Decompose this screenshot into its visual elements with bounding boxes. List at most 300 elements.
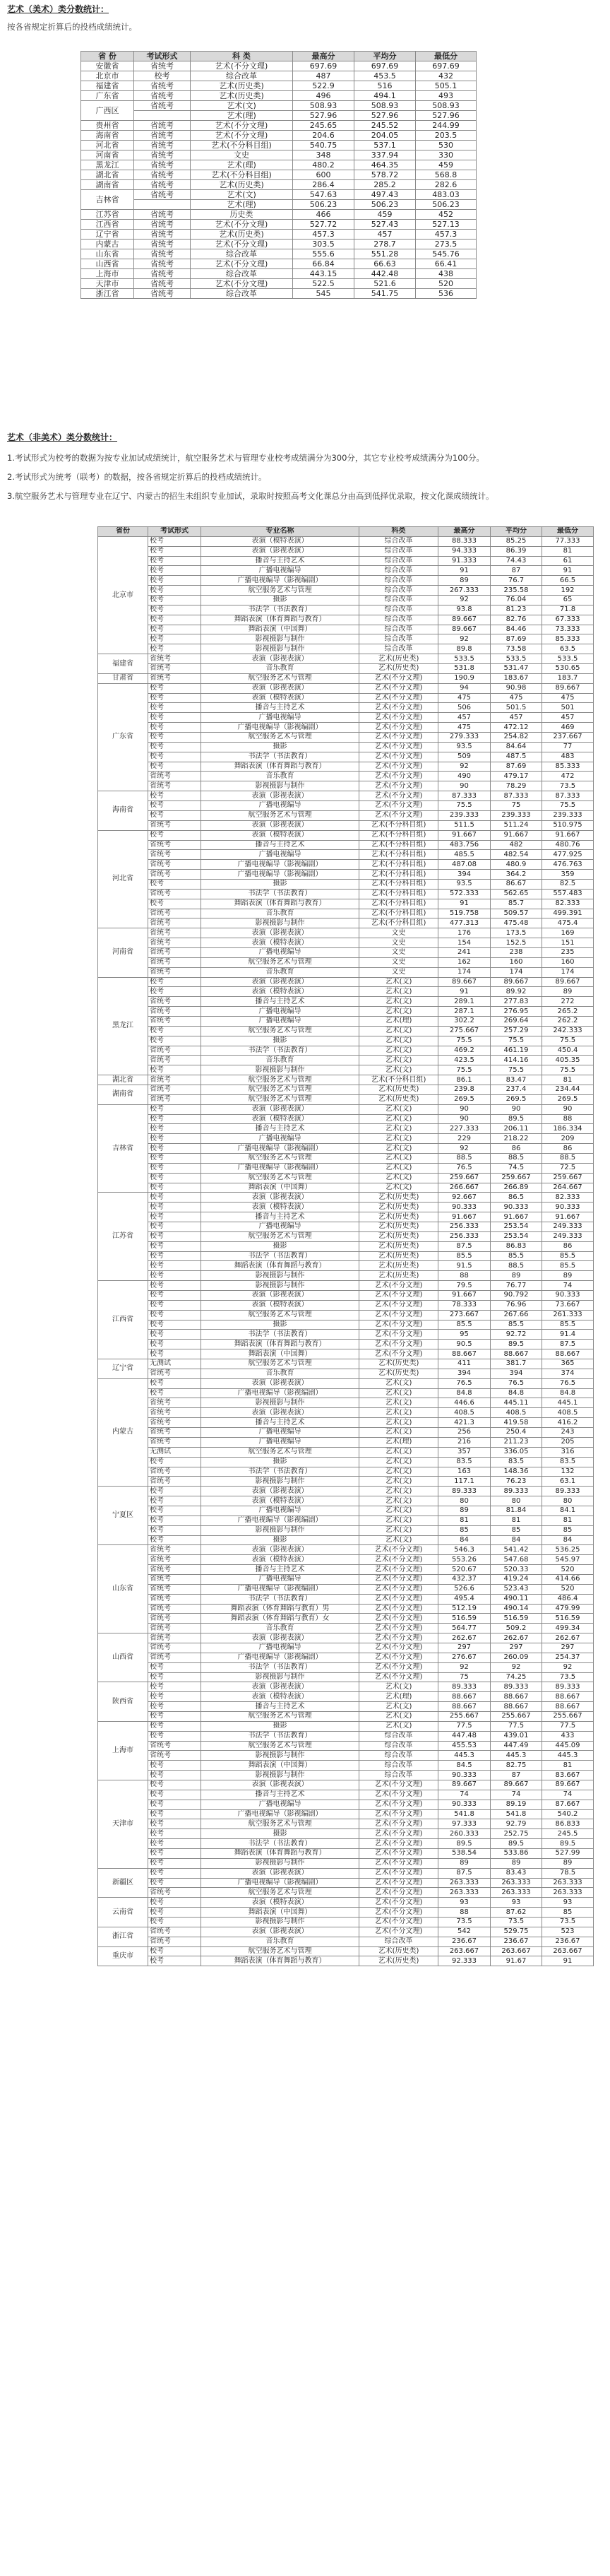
table-cell: 459: [354, 210, 416, 220]
table-cell: 艺术(不分文理): [359, 1898, 438, 1908]
province-cell: 辽宁省: [98, 1359, 148, 1379]
table-cell: 综合改革: [359, 586, 438, 596]
table-cell: 艺术(不分文理): [359, 713, 438, 723]
table-row: [98, 1672, 594, 1682]
table-cell: 82.333: [542, 1193, 594, 1203]
table-cell: 摄影: [201, 879, 359, 889]
table-cell: 航空服务艺术与管理: [201, 1819, 359, 1829]
table-cell: 广播电视编导（影视编剧）: [201, 1584, 359, 1594]
table-cell: 播音与主持艺术: [201, 1790, 359, 1800]
table-row: [81, 269, 477, 279]
table-row: [81, 91, 477, 101]
table-cell: 85: [542, 1908, 594, 1918]
province-cell: 浙江省: [81, 289, 134, 299]
col-header: 科类: [359, 527, 438, 537]
table-cell: 88.333: [438, 536, 491, 546]
table-cell: 97.333: [438, 1819, 491, 1829]
table-cell: 影视摄影与制作: [201, 1398, 359, 1408]
province-cell: 黑龙江: [98, 977, 148, 1075]
table-cell: 航空服务艺术与管理: [201, 1231, 359, 1241]
table-cell: 书法学（书法教育）: [201, 752, 359, 762]
table-cell: 394: [438, 1369, 491, 1378]
table-cell: 广播电视编导: [201, 1134, 359, 1144]
table-cell: 408.5: [542, 1408, 594, 1418]
table-cell: 省统考: [148, 1643, 201, 1653]
table-cell: 66.84: [293, 259, 354, 269]
table-cell: 校考: [148, 1310, 201, 1320]
table-cell: 艺术(不分文理): [359, 1672, 438, 1682]
table-cell: 艺术(不分文理): [359, 1281, 438, 1291]
table-cell: 91.667: [438, 1212, 491, 1222]
table-cell: 校考: [148, 1104, 201, 1114]
table-cell: 176: [438, 928, 491, 938]
table-row: [81, 289, 477, 299]
table-row: [98, 1809, 594, 1819]
table-cell: 艺术(文): [359, 1682, 438, 1692]
table-cell: 267.333: [438, 586, 491, 596]
table-cell: 省统考: [148, 1369, 201, 1378]
table-cell: 501.5: [491, 703, 542, 713]
table-cell: 83.47: [491, 1075, 542, 1085]
table-cell: 校考: [148, 615, 201, 625]
table-cell: 校考: [148, 683, 201, 693]
table-cell: 艺术(历史类): [191, 180, 293, 190]
table-cell: 省统考: [148, 1418, 201, 1428]
table-cell: 263.333: [438, 1888, 491, 1898]
table-cell: 73.5: [491, 1918, 542, 1927]
table-row: [98, 1046, 594, 1056]
table-cell: 523: [542, 1927, 594, 1937]
table-cell: 545: [293, 289, 354, 299]
table-cell: 257.29: [491, 1026, 542, 1036]
table-cell: 艺术(不分文理): [359, 772, 438, 781]
table-row: [98, 977, 594, 987]
table-cell: 336.05: [491, 1447, 542, 1457]
table-cell: 书法学（书法教育）: [201, 1046, 359, 1056]
table-cell: 艺术(不分文理): [359, 1584, 438, 1594]
table-cell: 书法学（书法教育）: [201, 889, 359, 899]
table-cell: 广播电视编导（影视编剧）: [201, 1878, 359, 1888]
table-cell: 艺术(历史类): [359, 1261, 438, 1271]
province-cell: 江西省: [98, 1281, 148, 1359]
table-cell: 90: [542, 1104, 594, 1114]
table-row: [98, 1790, 594, 1800]
province-cell: 甘肃省: [98, 673, 148, 683]
table-cell: 航空服务艺术与管理: [201, 1094, 359, 1104]
table-cell: 475: [542, 693, 594, 703]
table-cell: 93.5: [438, 742, 491, 752]
table-cell: 259.667: [542, 1173, 594, 1183]
table-row: [98, 752, 594, 762]
table-row: [98, 1918, 594, 1927]
table-cell: 艺术(文): [359, 1525, 438, 1535]
table-cell: 广播电视编导（影视编剧）: [201, 1809, 359, 1819]
table-cell: 381.7: [491, 1359, 542, 1369]
table-cell: 160: [542, 957, 594, 967]
table-cell: 文史: [359, 967, 438, 977]
table-cell: 综合改革: [191, 269, 293, 279]
table-cell: 76.7: [491, 576, 542, 586]
table-row: [81, 101, 477, 111]
table-cell: 艺术(理): [359, 1437, 438, 1447]
table-cell: 摄影: [201, 742, 359, 752]
table-cell: 艺术(文): [359, 1163, 438, 1173]
table-cell: 艺术(不分科目组): [359, 909, 438, 918]
table-cell: 452: [416, 210, 477, 220]
table-cell: 90.333: [438, 1800, 491, 1809]
table-row: [98, 1026, 594, 1036]
table-cell: 表演（影视表演）: [201, 1193, 359, 1203]
province-cell: 山东省: [98, 1545, 148, 1633]
table-cell: 63.1: [542, 1477, 594, 1487]
table-cell: 88.667: [438, 1349, 491, 1359]
table-cell: 93: [542, 1898, 594, 1908]
table-row: [98, 870, 594, 880]
table-cell: 艺术(文): [359, 1134, 438, 1144]
province-cell: 北京市: [81, 71, 134, 81]
table-cell: 表演（模特表演）: [201, 1300, 359, 1310]
table-cell: 校考: [148, 1163, 201, 1173]
table-row: [81, 71, 477, 81]
table-cell: 88.5: [491, 1261, 542, 1271]
table-cell: 253.54: [491, 1222, 542, 1232]
table-cell: 广播电视编导（影视编剧）: [201, 576, 359, 586]
table-row: [98, 1271, 594, 1281]
table-cell: 校考: [148, 1839, 201, 1849]
table-cell: 艺术(文): [359, 1183, 438, 1193]
table-cell: 省统考: [134, 279, 191, 289]
table-row: [98, 586, 594, 596]
table-cell: 校考: [148, 693, 201, 703]
table-cell: 音乐教育: [201, 1369, 359, 1378]
table-cell: 航空服务艺术与管理: [201, 1085, 359, 1094]
table-cell: 90: [438, 1114, 491, 1124]
table-cell: 163: [438, 1467, 491, 1477]
table-cell: 省统考: [148, 1751, 201, 1761]
table-cell: 影视摄影与制作: [201, 1672, 359, 1682]
table-cell: 266.667: [438, 1183, 491, 1193]
table-cell: 87.667: [542, 1800, 594, 1809]
table-row: [98, 1721, 594, 1731]
table-cell: 广播电视编导（影视编剧）: [201, 1388, 359, 1398]
section2-title: 艺术（非美术）类分数统计：: [7, 432, 118, 442]
table-cell: 艺术(不分科目组): [359, 840, 438, 850]
table-cell: 艺术(文): [359, 997, 438, 1007]
table-cell: 85.5: [491, 1320, 542, 1330]
table-row: [98, 1291, 594, 1301]
table-cell: 省统考: [148, 1614, 201, 1624]
table-cell: 453.5: [354, 71, 416, 81]
table-cell: 89: [542, 1271, 594, 1281]
table-cell: 艺术(文): [359, 1114, 438, 1124]
table-cell: 541.42: [491, 1545, 542, 1555]
table-cell: 174: [491, 967, 542, 977]
table-cell: 省统考: [148, 850, 201, 860]
table-cell: 综合改革: [359, 536, 438, 546]
table-cell: 艺术(不分文理): [359, 1829, 438, 1839]
table-cell: 89.667: [491, 977, 542, 987]
table-cell: 舞蹈表演（中国舞）: [201, 1349, 359, 1359]
table-cell: 77.5: [491, 1721, 542, 1731]
table-cell: 89.667: [438, 977, 491, 987]
table-cell: 192: [542, 586, 594, 596]
table-cell: 综合改革: [359, 556, 438, 566]
table-cell: 省统考: [148, 1604, 201, 1614]
table-cell: 269.64: [491, 1016, 542, 1026]
table-cell: 省统考: [148, 1046, 201, 1056]
table-cell: 综合改革: [359, 605, 438, 615]
table-cell: 艺术(文): [359, 1154, 438, 1164]
table-cell: 61: [542, 556, 594, 566]
table-cell: 省统考: [134, 91, 191, 101]
table-cell: 87.333: [438, 791, 491, 801]
table-cell: 艺术(不分文理): [359, 791, 438, 801]
table-cell: 85.5: [438, 1251, 491, 1261]
table-cell: 广播电视编导: [201, 1437, 359, 1447]
table-row: [81, 190, 477, 200]
table-cell: 省统考: [134, 240, 191, 249]
table-cell: 76.96: [491, 1300, 542, 1310]
table-row: [98, 1075, 594, 1085]
table-cell: 244.99: [416, 121, 477, 131]
table-cell: 236.67: [438, 1937, 491, 1946]
col-header: 最低分: [542, 527, 594, 537]
table-cell: 艺术(文): [359, 1487, 438, 1496]
table-cell: 校考: [148, 1349, 201, 1359]
table-cell: 238: [491, 947, 542, 957]
table-cell: 摄影: [201, 1320, 359, 1330]
table-cell: 艺术(历史类): [359, 1946, 438, 1956]
table-cell: 省统考: [134, 121, 191, 131]
table-cell: 90.333: [491, 1203, 542, 1212]
table-cell: 85: [542, 1525, 594, 1535]
table-cell: 艺术(文): [359, 1173, 438, 1183]
table-cell: 92.72: [491, 1330, 542, 1340]
table-cell: 508.93: [354, 101, 416, 111]
table-cell: 85.5: [542, 1320, 594, 1330]
table-cell: 511.5: [438, 820, 491, 830]
table-cell: 校考: [148, 801, 201, 811]
table-row: [98, 1545, 594, 1555]
table-cell: 省统考: [134, 170, 191, 180]
province-cell: 重庆市: [98, 1946, 148, 1966]
table-cell: 87.333: [542, 791, 594, 801]
table-cell: 省统考: [148, 820, 201, 830]
table-cell: 74.43: [491, 556, 542, 566]
table-cell: 260.333: [438, 1829, 491, 1839]
table-cell: 421.3: [438, 1418, 491, 1428]
table-cell: 204.6: [293, 131, 354, 141]
col-header: 考试形式: [134, 52, 191, 61]
table-cell: 235: [542, 947, 594, 957]
table-cell: 艺术(文): [359, 1104, 438, 1114]
table-cell: 80: [491, 1496, 542, 1506]
table-cell: 广播电视编导（影视编剧）: [201, 1653, 359, 1662]
table-cell: 舞蹈表演（体育舞蹈与教育）: [201, 1956, 359, 1966]
table-cell: 445.3: [542, 1751, 594, 1761]
table-cell: 艺术(文): [359, 1506, 438, 1516]
table-row: [98, 1516, 594, 1525]
table-cell: 艺术(不分文理): [359, 693, 438, 703]
table-cell: 广播电视编导: [201, 850, 359, 860]
table-cell: 239.8: [438, 1085, 491, 1094]
table-cell: 校考: [148, 1908, 201, 1918]
table-cell: 校考: [148, 1692, 201, 1702]
table-cell: 88.667: [542, 1349, 594, 1359]
table-row: [98, 1878, 594, 1888]
table-cell: 表演（影视表演）: [201, 1682, 359, 1692]
table-cell: 91.5: [438, 1261, 491, 1271]
table-cell: 533.5: [491, 654, 542, 664]
province-cell: 江苏省: [98, 1193, 148, 1281]
table-cell: 359: [542, 870, 594, 880]
table-cell: 省统考: [134, 160, 191, 170]
table-cell: 477.925: [542, 850, 594, 860]
table-row: [81, 61, 477, 71]
table-cell: 477.313: [438, 918, 491, 928]
table-cell: 81: [542, 1516, 594, 1525]
table-cell: 522.9: [293, 81, 354, 91]
table-cell: 校考: [148, 576, 201, 586]
table-cell: 483.03: [416, 190, 477, 200]
table-cell: 播音与主持艺术: [201, 1565, 359, 1575]
table-row: [98, 1496, 594, 1506]
table-cell: 87.62: [491, 1908, 542, 1918]
table-cell: 综合改革: [359, 1937, 438, 1946]
province-cell: 河北省: [98, 830, 148, 928]
table-row: [98, 625, 594, 634]
table-cell: 校考: [148, 1702, 201, 1712]
table-cell: 校考: [148, 752, 201, 762]
table-cell: 省统考: [134, 230, 191, 240]
table-cell: 广播电视编导: [201, 1428, 359, 1438]
table-row: [98, 918, 594, 928]
table-cell: 263.333: [491, 1878, 542, 1888]
table-cell: 245.65: [293, 121, 354, 131]
table-cell: 表演（模特表演）: [201, 693, 359, 703]
table-cell: 表演（影视表演）: [201, 1408, 359, 1418]
table-cell: 艺术(历史类): [359, 1369, 438, 1378]
table-cell: 93: [438, 1898, 491, 1908]
province-cell: 内蒙古: [81, 240, 134, 249]
table-cell: 263.333: [491, 1888, 542, 1898]
table-row: [98, 1780, 594, 1790]
table-cell: 校考: [134, 71, 191, 81]
table-cell: 263.667: [542, 1946, 594, 1956]
table-cell: 245.52: [354, 121, 416, 131]
table-cell: 86: [491, 1144, 542, 1154]
table-cell: 艺术(不分科目组): [359, 1075, 438, 1085]
table-cell: 艺术(不分文理): [359, 1340, 438, 1349]
table-row: [81, 259, 477, 269]
table-cell: 影视摄影与制作: [201, 918, 359, 928]
table-cell: 校考: [148, 1378, 201, 1388]
table-cell: 84.8: [491, 1388, 542, 1398]
table-cell: 76.77: [491, 1281, 542, 1291]
table-cell: 263.333: [542, 1878, 594, 1888]
table-cell: 省统考: [148, 1094, 201, 1104]
province-cell: 福建省: [98, 654, 148, 674]
table-cell: 校考: [148, 1946, 201, 1956]
table-cell: 表演（模特表演）: [201, 830, 359, 840]
table-cell: 艺术(不分科目组): [191, 170, 293, 180]
table-row: [98, 1212, 594, 1222]
table-cell: 艺术(不分文理): [359, 1780, 438, 1790]
table-cell: 265.2: [542, 1007, 594, 1017]
table-row: [98, 1711, 594, 1721]
table-cell: 校考: [148, 1193, 201, 1203]
table-cell: 501: [542, 703, 594, 713]
table-cell: 89.333: [542, 1487, 594, 1496]
table-row: [98, 1261, 594, 1271]
table-cell: 广播电视编导（影视编剧）: [201, 1516, 359, 1525]
table-row: [98, 1094, 594, 1104]
table-cell: 74.5: [491, 1163, 542, 1173]
table-cell: 93.8: [438, 605, 491, 615]
table-cell: 艺术(不分文理): [359, 762, 438, 772]
table-row: [98, 615, 594, 625]
table-cell: 省统考: [134, 190, 191, 200]
table-row: [98, 1555, 594, 1565]
table-row: [98, 1956, 594, 1966]
table-row: [98, 1888, 594, 1898]
table-cell: 92: [438, 634, 491, 644]
table-cell: 综合改革: [359, 615, 438, 625]
section1-title: 艺术（美术）类分数统计：: [7, 4, 109, 14]
table-cell: 艺术(文): [359, 1124, 438, 1134]
table-cell: 91: [438, 899, 491, 909]
table-row: [98, 673, 594, 683]
table-cell: 艺术(不分科目组): [359, 870, 438, 880]
table-cell: 校考: [148, 1849, 201, 1859]
table-cell: 艺术(文): [359, 1056, 438, 1065]
table-cell: 91.667: [438, 830, 491, 840]
table-cell: 276.67: [438, 1653, 491, 1662]
col-header: 平均分: [354, 52, 416, 61]
table-cell: 533.86: [491, 1849, 542, 1859]
table-cell: 697.69: [354, 61, 416, 71]
table-cell: 广播电视编导: [201, 1800, 359, 1809]
table-cell: 航空服务艺术与管理: [201, 1026, 359, 1036]
table-row: [98, 1144, 594, 1154]
table-row: [98, 1007, 594, 1017]
table-cell: 527.43: [354, 220, 416, 230]
table-cell: 91: [438, 987, 491, 997]
table-cell: 89.5: [542, 1839, 594, 1849]
table-cell: 航空服务艺术与管理: [201, 1075, 359, 1085]
table-cell: 423.5: [438, 1056, 491, 1065]
table-row: [98, 997, 594, 1007]
table-cell: 84: [438, 1535, 491, 1545]
table-cell: 艺术(不分文理): [359, 1819, 438, 1829]
table-row: [98, 1839, 594, 1849]
table-cell: 92.333: [438, 1956, 491, 1966]
table-cell: 表演（模特表演）: [201, 987, 359, 997]
table-cell: 省统考: [148, 1085, 201, 1094]
table-cell: 92.667: [438, 1193, 491, 1203]
table-row: [98, 1487, 594, 1496]
table-cell: 音乐教育: [201, 909, 359, 918]
table-cell: 209: [542, 1134, 594, 1144]
table-cell: 92: [438, 1144, 491, 1154]
province-cell: 河南省: [98, 928, 148, 977]
table-cell: 269.5: [438, 1094, 491, 1104]
table-cell: 472.12: [491, 723, 542, 733]
table-cell: 摄影: [201, 1457, 359, 1467]
table-cell: 457.3: [416, 230, 477, 240]
table-cell: 527.99: [542, 1849, 594, 1859]
table-cell: 艺术(不分文理): [191, 121, 293, 131]
